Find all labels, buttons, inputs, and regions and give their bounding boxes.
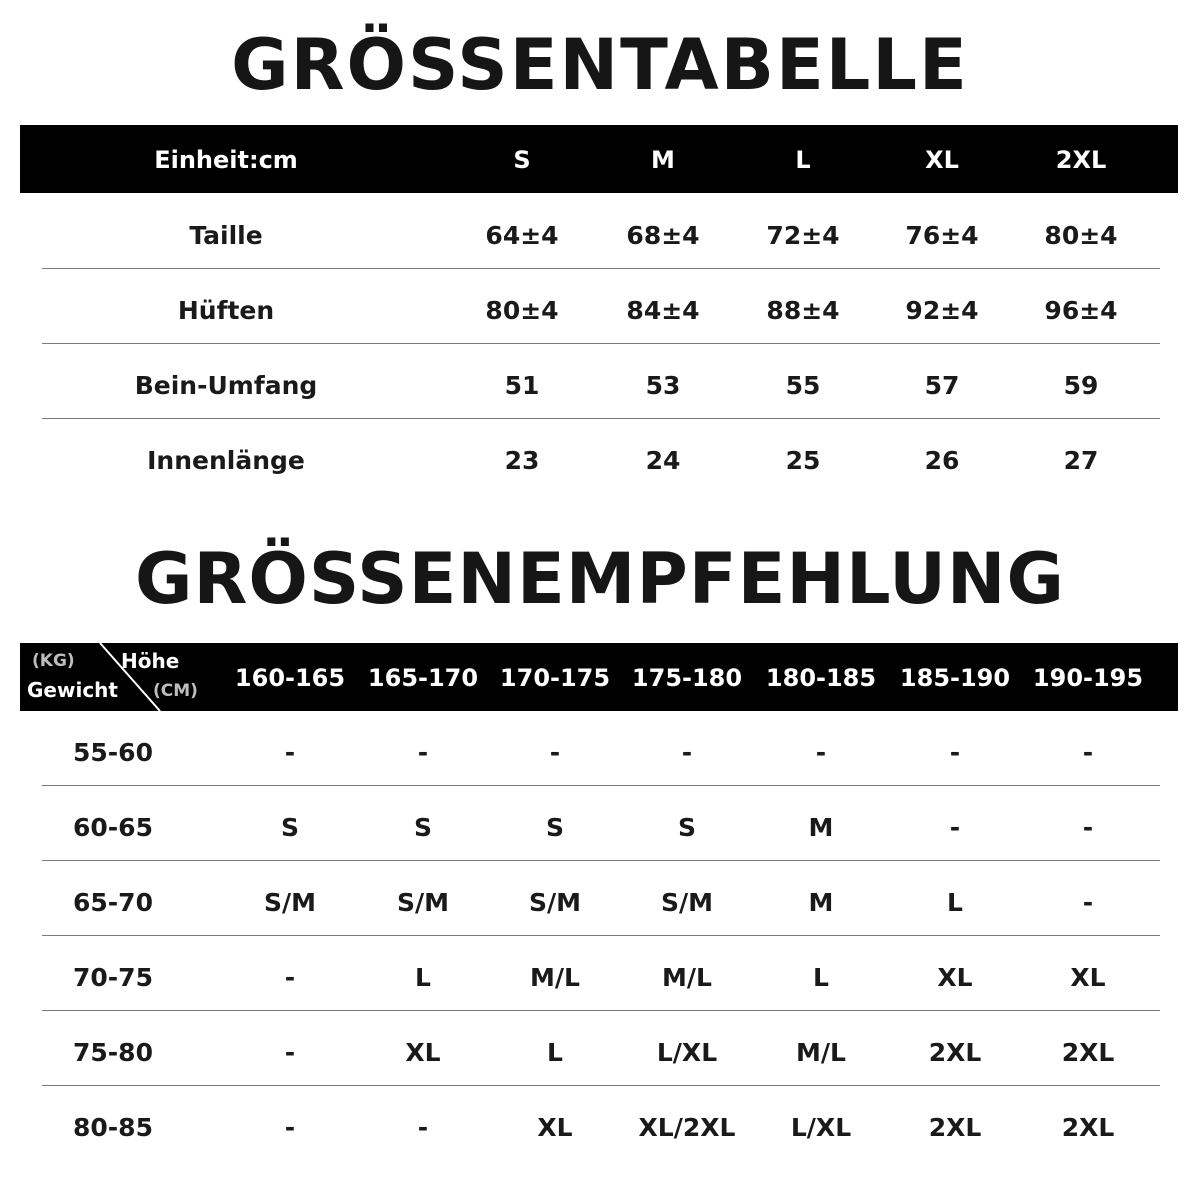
recommendation-cell: 2XL — [928, 1038, 982, 1067]
size-row-label: Bein-Umfang — [134, 371, 318, 400]
row-divider — [42, 785, 1160, 786]
height-header: 180-185 — [765, 664, 877, 692]
recommendation-cell: 2XL — [928, 1113, 982, 1142]
recommendation-cell: - — [417, 1113, 429, 1142]
recommendation-cell: S/M — [660, 888, 714, 917]
size-cell: 88±4 — [766, 296, 840, 325]
row-divider — [42, 935, 1160, 936]
size-cell: 55 — [785, 371, 821, 400]
height-header: 160-165 — [234, 664, 346, 692]
recommendation-cell: S — [545, 813, 565, 842]
size-cell: 53 — [645, 371, 681, 400]
row-divider — [42, 268, 1160, 269]
recommendation-cell: - — [949, 738, 961, 767]
recommendation-cell: XL — [405, 1038, 441, 1067]
recommendation-cell: XL — [1070, 963, 1106, 992]
recommendation-cell: L — [947, 888, 963, 917]
recommendation-cell: S/M — [263, 888, 317, 917]
size-cell: 72±4 — [766, 221, 840, 250]
size-cell: 76±4 — [905, 221, 979, 250]
recommendation-cell: L — [813, 963, 829, 992]
corner-weight-label: Gewicht — [27, 678, 118, 702]
recommendation-cell: - — [284, 1113, 296, 1142]
unit-label: Einheit:cm — [154, 146, 298, 174]
recommendation-cell: - — [417, 738, 429, 767]
corner-cm-unit: (CM) — [153, 681, 198, 701]
height-header: 175-180 — [631, 664, 743, 692]
recommendation-cell: - — [1082, 813, 1094, 842]
size-header-xl: XL — [925, 146, 959, 174]
recommendation-cell: - — [284, 738, 296, 767]
size-cell: 59 — [1063, 371, 1099, 400]
row-divider — [42, 343, 1160, 344]
recommendation-cell: M — [808, 888, 834, 917]
size-cell: 51 — [504, 371, 540, 400]
recommendation-cell: S/M — [528, 888, 582, 917]
corner-height-label: Höhe — [121, 649, 180, 673]
corner-kg-unit: (KG) — [32, 651, 75, 671]
row-divider — [42, 860, 1160, 861]
size-chart-title: GRÖSSENTABELLE — [231, 24, 969, 106]
size-cell: 25 — [785, 446, 821, 475]
recommendation-cell: M — [808, 813, 834, 842]
size-cell: 68±4 — [626, 221, 700, 250]
size-row-label: Innenlänge — [147, 446, 305, 475]
size-cell: 57 — [924, 371, 960, 400]
size-cell: 80±4 — [1044, 221, 1118, 250]
recommendation-cell: L — [547, 1038, 563, 1067]
row-divider — [42, 418, 1160, 419]
size-cell: 27 — [1063, 446, 1099, 475]
recommendation-cell: XL/2XL — [638, 1113, 736, 1142]
recommendation-cell: S/M — [396, 888, 450, 917]
recommendation-cell: M/L — [530, 963, 580, 992]
recommendation-cell: - — [815, 738, 827, 767]
recommendation-cell: 2XL — [1061, 1113, 1115, 1142]
weight-row-label: 70-75 — [73, 963, 153, 992]
height-header: 185-190 — [899, 664, 1011, 692]
size-cell: 64±4 — [485, 221, 559, 250]
recommendation-cell: L/XL — [656, 1038, 718, 1067]
recommendation-cell: - — [284, 1038, 296, 1067]
recommendation-cell: XL — [937, 963, 973, 992]
size-cell: 92±4 — [905, 296, 979, 325]
size-cell: 26 — [924, 446, 960, 475]
recommendation-cell: - — [1082, 738, 1094, 767]
recommendation-cell: - — [284, 963, 296, 992]
recommendation-cell: L/XL — [790, 1113, 852, 1142]
recommendation-cell: - — [1082, 888, 1094, 917]
size-cell: 24 — [645, 446, 681, 475]
recommendation-header — [20, 643, 1178, 711]
weight-row-label: 65-70 — [73, 888, 153, 917]
size-header-l: L — [795, 146, 811, 174]
size-header-s: S — [513, 146, 531, 174]
size-cell: 80±4 — [485, 296, 559, 325]
size-cell: 84±4 — [626, 296, 700, 325]
recommendation-cell: - — [681, 738, 693, 767]
recommendation-cell: M/L — [796, 1038, 846, 1067]
height-header: 165-170 — [367, 664, 479, 692]
recommendation-cell: L — [415, 963, 431, 992]
weight-row-label: 80-85 — [73, 1113, 153, 1142]
weight-row-label: 60-65 — [73, 813, 153, 842]
row-divider — [42, 1085, 1160, 1086]
recommendation-cell: - — [549, 738, 561, 767]
weight-row-label: 75-80 — [73, 1038, 153, 1067]
row-divider — [42, 1010, 1160, 1011]
height-header: 190-195 — [1032, 664, 1144, 692]
height-header: 170-175 — [499, 664, 611, 692]
recommendation-cell: S — [677, 813, 697, 842]
recommendation-cell: S — [413, 813, 433, 842]
recommendation-cell: S — [280, 813, 300, 842]
size-cell: 23 — [504, 446, 540, 475]
size-header-2xl: 2XL — [1055, 146, 1107, 174]
recommendation-cell: XL — [537, 1113, 573, 1142]
size-chart-header — [20, 125, 1178, 193]
size-row-label: Taille — [189, 221, 263, 250]
size-row-label: Hüften — [177, 296, 275, 325]
size-recommendation-title: GRÖSSENEMPFEHLUNG — [135, 538, 1065, 620]
recommendation-cell: 2XL — [1061, 1038, 1115, 1067]
recommendation-cell: - — [949, 813, 961, 842]
size-cell: 96±4 — [1044, 296, 1118, 325]
recommendation-cell: M/L — [662, 963, 712, 992]
weight-row-label: 55-60 — [73, 738, 153, 767]
size-header-m: M — [651, 146, 675, 174]
